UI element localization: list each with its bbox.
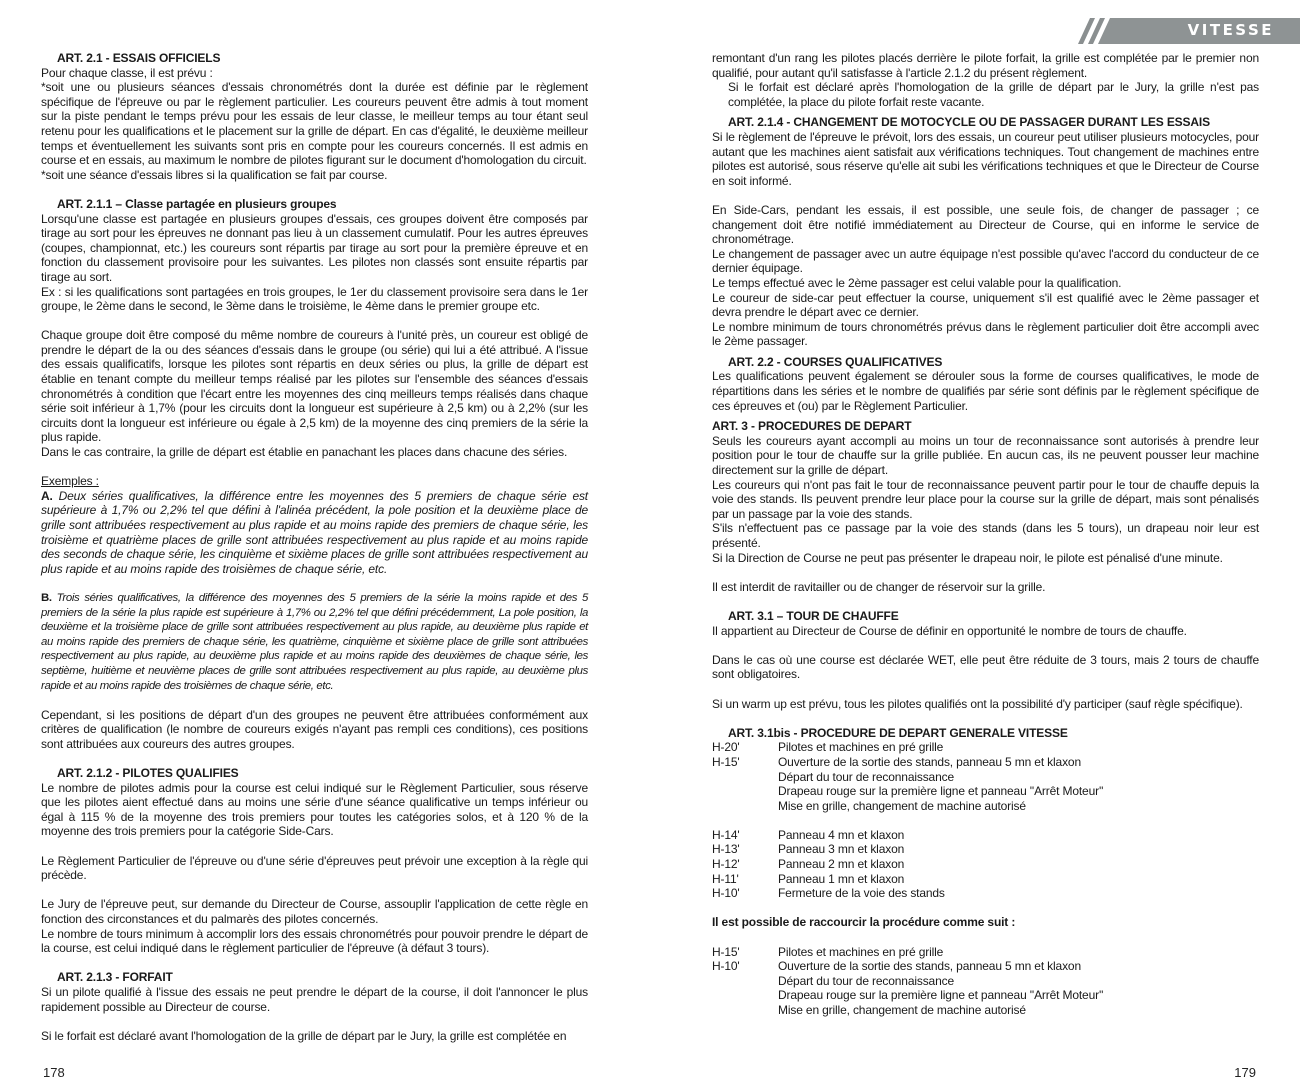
right-page <box>650 0 1300 1092</box>
art-2-1-3-p2: Si le forfait est déclaré avant l'homologation de la grille de départ par le Jury, la grille est complétée en <box>41 1028 567 1043</box>
procedure-time <box>712 1003 778 1018</box>
art-3-1-heading: ART. 3.1 – TOUR DE CHAUFFE <box>728 608 899 623</box>
procedure-time: H-10' <box>712 886 740 901</box>
page-number-left: 178 <box>43 1065 65 1080</box>
art-2-1-1-p1: Lorsqu'une classe est partagée en plusieurs groupes d'essais, ces groupes doivent être composés par tirage au sort pour les épreuves ne donnant pas lieu à un classement cumulatif. Pour les autres épreuves (coupes, championnat, etc.) les coureurs sont répartis par tirage au sort pour la première épreuve et en fonction du classement provisoire pour les suivantes. Les pilotes non classés sont ensuite répartis par tirage au sort. <box>41 211 588 284</box>
art-2-1-2-p1: Le nombre de pilotes admis pour la course est celui indiqué sur le Règlement Particulier, sous réserve que les pilotes aient effectué dans au moins une série d'une séance qualificative un temps inférieur ou égal à 115 % de la moyenne des trois premiers pour toutes les catégories solos, et à 120 % de la moyenne des trois premiers pour la catégorie Side-Cars. <box>41 780 588 839</box>
procedure-step: Départ du tour de reconnaissance <box>778 769 954 784</box>
art-2-1-intro: Pour chaque classe, il est prévu : <box>41 65 213 80</box>
art-2-1-heading: ART. 2.1 - ESSAIS OFFICIELS <box>57 51 221 65</box>
art-3-p4: Si la Direction de Course ne peut pas présenter le drapeau noir, le pilote est pénalisé d'une minute. <box>712 550 1223 565</box>
example-a-text: Deux séries qualificatives, la différence entre les moyennes des 5 premiers de chaque série est supérieure à 1,7% ou 2,2% tel que défini à l'alinéa précédent, la pole position et la deuxième place de grille sont attribuées respectivement au plus rapide et au moins rapide des premiers de chaque série, les troisième et quatrième places de grille sont attribuées respectivement au plus rapide et au moins rapide des seconds de chaque série, les cinquième et sixième places de grille sont attribuées respectivement au plus rapide et au moins rapide des troisièmes de chaque série, etc. <box>41 488 588 576</box>
art-2-1-4-p2: En Side-Cars, pendant les essais, il est possible, une seule fois, de changer de passager ; ce changement doit être notifié immédiatement au Directeur de Course, qui en informe le service de chronométrage. <box>712 202 1259 247</box>
procedure-time <box>712 988 778 1003</box>
right-page-text <box>712 51 1259 1018</box>
procedure-step: Mise en grille, changement de machine autorisé <box>778 1003 1026 1017</box>
art-2-1-2-heading: ART. 2.1.2 - PILOTES QUALIFIES <box>57 766 239 781</box>
procedure-time <box>712 784 778 799</box>
art-2-1-4-p4: Le temps effectué avec le 2ème passager est celui valable pour la qualification. <box>712 275 1122 290</box>
art-3-1-p1: Il appartient au Directeur de Course de définir en opportunité le nombre de tours de chauffe. <box>712 623 1187 638</box>
procedure-step: Ouverture de la sortie des stands, panneau 5 mn et klaxon <box>778 959 1081 974</box>
continued-p1: remontant d'un rang les pilotes placés derrière le pilote forfait, la grille est complétée par le premier non qualifié, pour autant qu'il satisfasse à l'article 2.1.2 du présent règlement. <box>712 51 1259 80</box>
art-2-1-2-p3: Le Jury de l'épreuve peut, sur demande du Directeur de Course, assouplir l'application de cette règle en fonction des circonstances et du palmarès des pilotes concernés. <box>41 897 588 927</box>
procedure-time <box>712 799 778 814</box>
example-a-label: A. <box>41 488 53 503</box>
procedure-step: Drapeau rouge sur la première ligne et panneau ''Arrêt Moteur'' <box>778 784 1104 799</box>
procedure-time: H-20' <box>712 740 740 755</box>
art-2-1-1-p4: Dans le cas contraire, la grille de départ est établie en panachant les places dans chacune des séries. <box>41 445 568 460</box>
procedure-time: H-10' <box>712 959 740 974</box>
procedure-step: Fermeture de la voie des stands <box>778 886 945 901</box>
continued-p2: Si le forfait est déclaré après l'homologation de la grille de départ par le Jury, la grille n'est pas complétée, la place du pilote forfait reste vacante. <box>728 80 1259 109</box>
procedure-time: H-14' <box>712 827 740 842</box>
art-2-1-2-p2: Le Règlement Particulier de l'épreuve ou d'une série d'épreuves peut prévoir une exception à la règle qui précède. <box>41 853 588 883</box>
art-2-1-4-p3: Le changement de passager avec un autre équipage n'est possible qu'avec l'accord du conducteur de ce dernier équipage. <box>712 246 1259 276</box>
art-2-1-4-heading: ART. 2.1.4 - CHANGEMENT DE MOTOCYCLE OU DE PASSAGER DURANT LES ESSAIS <box>728 115 1210 130</box>
procedure-time <box>712 770 778 785</box>
art-2-1-4-p1: Si le règlement de l'épreuve le prévoit, lors des essais, un coureur peut utiliser plusieurs motocycles, pour autant que les machines aient satisfait aux vérifications techniques. Tout changement de machines entre pilotes est autorisé, sous réserve qu'elle ait subi les vérifications techniques et que le Directeur de Course en soit informé. <box>712 129 1259 188</box>
art-2-1-3-heading: ART. 2.1.3 - FORFAIT <box>57 970 173 985</box>
procedure-step: Panneau 1 mn et klaxon <box>778 871 905 886</box>
countdown-procedure-list <box>712 828 1259 901</box>
art-2-1-item1: *soit une ou plusieurs séances d'essais chronométrés dont la durée est définie par le règlement spécifique de l'épreuve ou par le règlement particulier. Les coureurs peuvent être admis à tout moment sur la piste pendant le temps prévu pour les essais de leur classe, le meilleur temps au tour étant seul retenu pour les qualifications et le placement sur la grille de départ. En cas d'égalité, le deuxième meilleur temps et éventuellement les suivants sont pris en compte pour les coureurs concernés. Il est admis en course et en essais, au maximum le nombre de pilotes figurant sur le document d'homologation du circuit. <box>41 80 588 168</box>
procedure-time: H-12' <box>712 857 740 872</box>
procedure-step: Départ du tour de reconnaissance <box>778 973 954 988</box>
procedure-step: Drapeau rouge sur la première ligne et panneau ''Arrêt Moteur'' <box>778 988 1104 1003</box>
art-2-1-item2: *soit une séance d'essais libres si la qualification se fait par course. <box>41 167 388 182</box>
procedure-step: Pilotes et machines en pré grille <box>778 740 944 755</box>
section-title: VITESSE <box>1187 21 1274 39</box>
art-2-1-3-p1: Si un pilote qualifié à l'issue des essais ne peut prendre le départ de la course, il doit l'annoncer le plus rapidement possible au Directeur de course. <box>41 985 588 1014</box>
procedure-step: Panneau 3 mn et klaxon <box>778 842 905 857</box>
art-2-2-heading: ART. 2.2 - COURSES QUALIFICATIVES <box>728 354 943 369</box>
art-2-1-1-heading: ART. 2.1.1 – Classe partagée en plusieurs groupes <box>57 196 337 211</box>
art-2-1-4-p6: Le nombre minimum de tours chronométrés prévus dans le règlement particulier doit être accompli avec le 2ème passager. <box>712 319 1259 349</box>
examples-label: Exemples : <box>41 474 99 489</box>
art-2-1-2-p4: Le nombre de tours minimum à accomplir lors des essais chronométrés pour pouvoir prendre le départ de la course, est celui indiqué dans le règlement particulier de l'épreuve (à défaut 3 tours). <box>41 926 588 956</box>
shortened-procedure-label: Il est possible de raccourcir la procédure comme suit : <box>712 915 1016 930</box>
procedure-step: Ouverture de la sortie des stands, panneau 5 mn et klaxon <box>778 754 1081 769</box>
art-2-1-4-p5: Le coureur de side-car peut effectuer la course, uniquement s'il est qualifié avec le 2ème passager et devra prendre le départ avec ce dernier. <box>712 290 1259 320</box>
procedure-step: Panneau 2 mn et klaxon <box>778 857 905 872</box>
art-3-p1: Seuls les coureurs ayant accompli au moins un tour de reconnaissance sont autorisés à prendre leur position pour le tour de chauffe sur la grille publiée. En aucun cas, ils ne peuvent pousser leur machine directement sur la grille de départ. <box>712 433 1259 478</box>
art-2-1-1-p3: Chaque groupe doit être composé du même nombre de coureurs à l'unité près, un coureur est obligé de prendre le départ de la ou des séances d'essais dans le groupe (ou série) qui lui a été attribué. A l'issue des essais qualificatifs, lorsque les pilotes sont répartis en deux séries ou plus, la grille de départ est établie en tenant compte du meilleur temps réalisé par les pilotes sur l'ensemble des séances d'essais chronométrés à condition que l'écart entre les moyennes des cinq meilleurs temps réalisés dans chaque série soit inférieur à 1,7% (pour les circuits dont la longueur est supérieure à 2,5 km) ou à 2,2% (sur les circuits dont la longueur est inférieure ou égale à 2,5 km) de la moyenne des cinq premiers de la série la plus rapide. <box>41 328 588 445</box>
page-number-right: 179 <box>1234 1065 1256 1080</box>
procedure-time: H-13' <box>712 842 740 857</box>
procedure-step: Pilotes et machines en pré grille <box>778 944 944 959</box>
example-b-label: B. <box>41 591 52 604</box>
procedure-step: Mise en grille, changement de machine autorisé <box>778 798 1026 813</box>
art-2-1-1-p5: Cependant, si les positions de départ d'un des groupes ne peuvent être attribuées conformément aux critères de qualification (le nombre de coureurs exigés n'ayant pas rempli ces conditions), ces positions sont attribuées aux coureurs des autres groupes. <box>41 707 588 751</box>
shortened-procedure-list <box>712 945 1259 1018</box>
art-3-1bis-heading: ART. 3.1bis - PROCEDURE DE DEPART GENERALE VITESSE <box>728 725 1068 740</box>
procedure-step: Panneau 4 mn et klaxon <box>778 827 905 842</box>
left-page-text <box>41 51 588 1043</box>
art-3-p2: Les coureurs qui n'ont pas fait le tour de reconnaissance peuvent partir pour le tour de chauffe depuis la voie des stands. Ils peuvent prendre leur place pour la course sur la grille de départ, mais sont pénalisés par un passage par la voie des stands. <box>712 477 1259 521</box>
procedure-time: H-11' <box>712 871 739 886</box>
art-2-1-1-p2: Ex : si les qualifications sont partagées en trois groupes, le 1er du classement provisoire sera dans le 1er groupe, le 2ème dans le second, le 3ème dans le troisième, le 4ème dans le premier groupe etc. <box>41 284 588 314</box>
procedure-time <box>712 974 778 989</box>
art-3-heading: ART. 3 - PROCEDURES DE DEPART <box>712 419 912 434</box>
art-3-1-p2: Dans le cas où une course est déclarée WET, elle peut être réduite de 3 tours, mais 2 tours de chauffe sont obligatoires. <box>712 652 1259 682</box>
art-3-1-p3: Si un warm up est prévu, tous les pilotes qualifiés ont la possibilité d'y participer (sauf règle spécifique). <box>712 696 1243 711</box>
art-3-p5: Il est interdit de ravitailler ou de changer de réservoir sur la grille. <box>712 579 1046 594</box>
procedure-time: H-15' <box>712 754 740 769</box>
art-3-p3: S'ils n'effectuent pas ce passage par la voie des stands (dans les 5 tours), un drapeau noir leur est présenté. <box>712 521 1259 550</box>
procedure-time: H-15' <box>712 944 740 959</box>
start-procedure-list <box>712 740 1259 813</box>
art-2-2-p1: Les qualifications peuvent également se dérouler sous la forme de courses qualificatives, le mode de répartitions dans les séries et le nombre de qualifiés par série sont définis par le règlement spécifique de ces épreuves et (ou) par le Règlement Particulier. <box>712 369 1259 413</box>
example-b-text: Trois séries qualificatives, la différence des moyennes des 5 premiers de la série la moins rapide et des 5 premiers de la série la plus rapide est supérieure à 1,7% ou 2,2% tel que défini précédemment, La pole position, la deuxième et la troisième place de grille sont attribuées respectivement au plus rapide, au deuxième plus rapide et au moins rapide des premiers de chaque série, les quatrième, cinquième et sixième place de grille sont attribuées respectivement au plus rapide, au deuxième plus rapide et au moins rapide des deuxièmes de chaque série, les septième, huitième et neuvième places de grille sont attribuées respectivement au plus rapide, au deuxième plus rapide et au moins rapide des troisièmes de chaque série, etc. <box>41 591 588 692</box>
